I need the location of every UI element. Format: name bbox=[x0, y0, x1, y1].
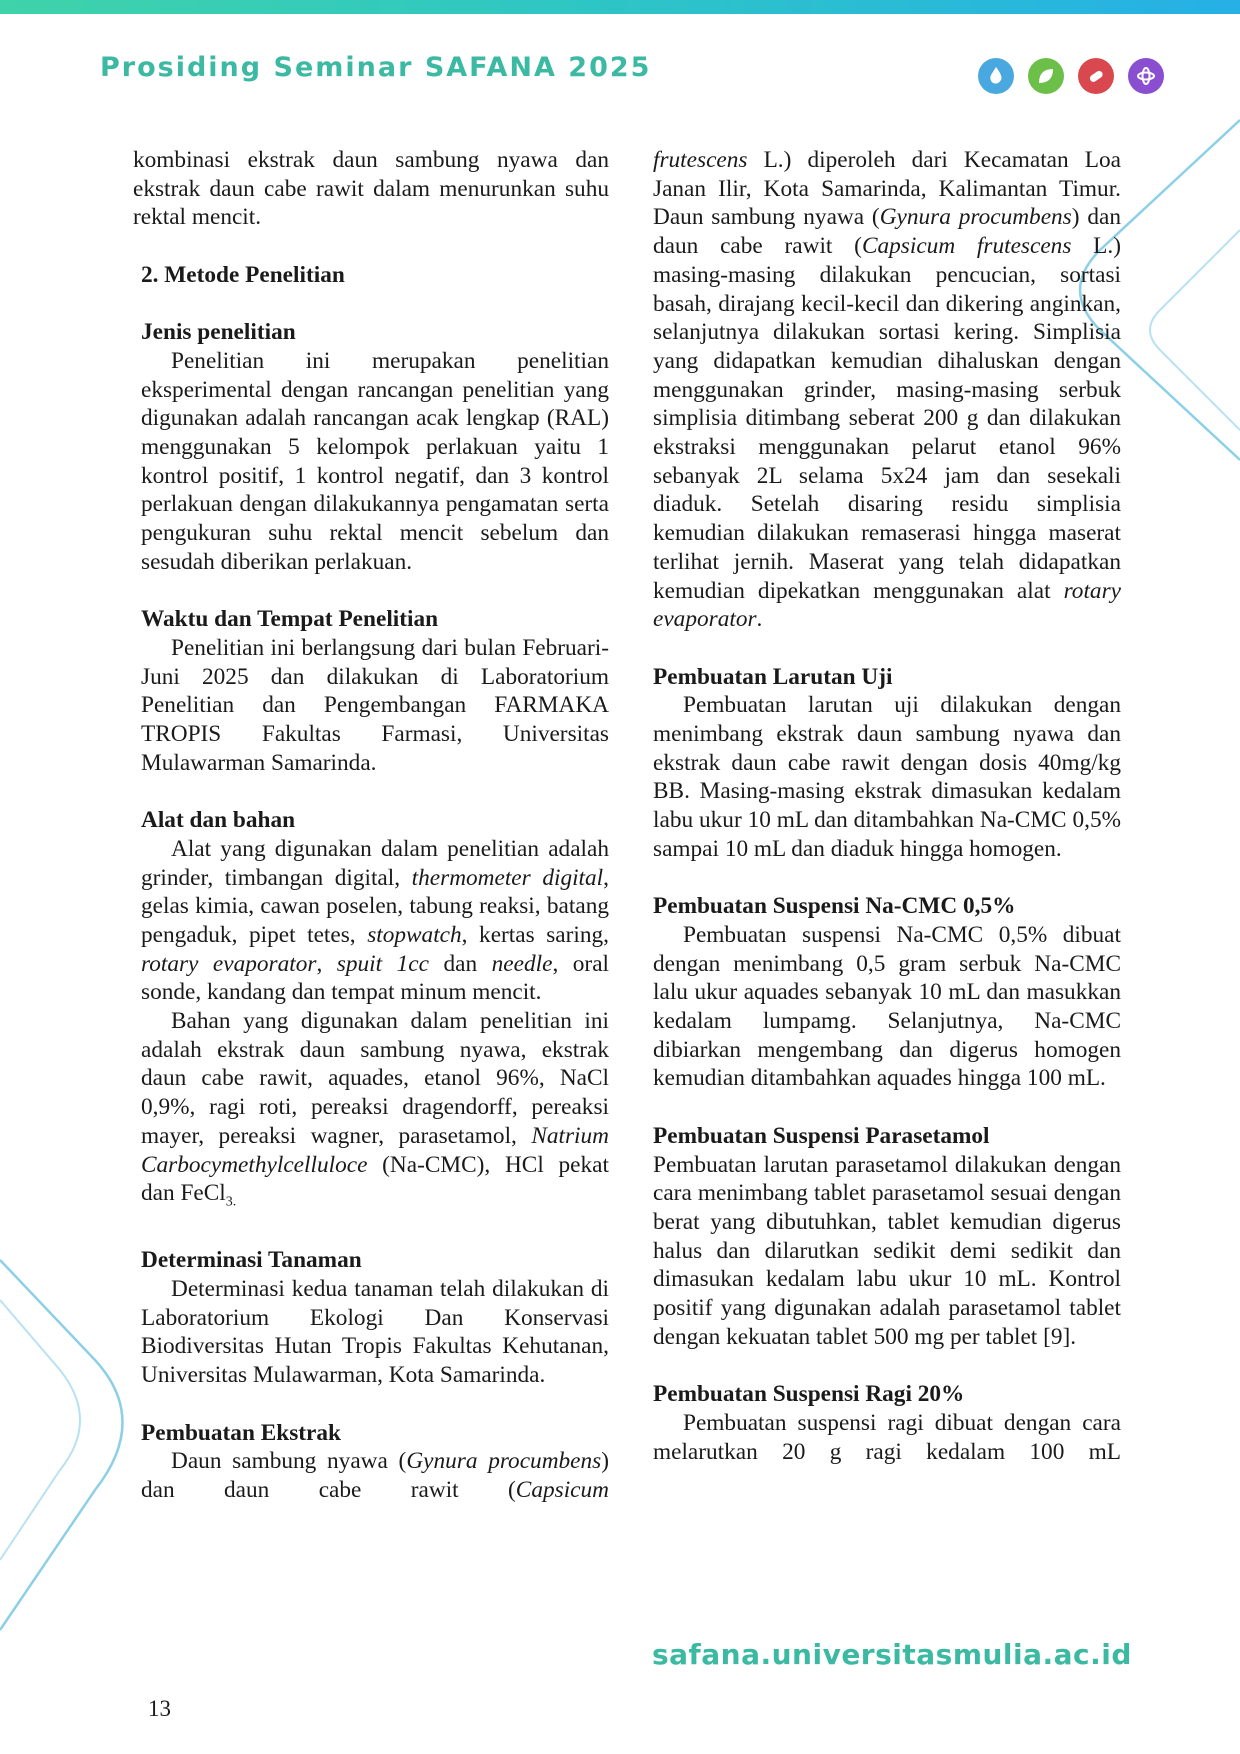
heading-waktu-tempat: Waktu dan Tempat Penelitian bbox=[141, 606, 439, 633]
intro-paragraph: kombinasi ekstrak daun sambung nyawa dan ekstrak daun cabe rawit dalam menurunkan suhu rektal mencit. bbox=[133, 147, 609, 231]
paragraph-bahan: Bahan yang digunakan dalam penelitian ini adalah ekstrak daun sambung nyawa, ekstrak daun cabe rawit, aquades, etanol 96%, NaCl 0,9%, ragi roti, pereaksi dragendorff, pereaksi mayer, pereaksi wagner, parasetamol, Natrium Carbocymethylcelluloce (Na-CMC), HCl pekat dan FeCl$_{3.}$ bbox=[141, 1008, 609, 1210]
paragraph-na-cmc: Pembuatan suspensi Na-CMC 0,5% dibuat dengan menimbang 0,5 gram serbuk Na-CMC lalu ukur aquades sebanyak 10 mL dan masukkan kedalam lumpamg. Selanjutnya, Na-CMC dibiarkan mengembang dan digerus homogen kemudian ditambahkan aquades hingga 100 mL. bbox=[653, 921, 1121, 1092]
heading-determinasi: Determinasi Tanaman bbox=[141, 1247, 362, 1274]
heading-alat-bahan: Alat dan bahan bbox=[141, 807, 296, 834]
page-number: 13 bbox=[148, 1696, 171, 1721]
heading-pembuatan-ekstrak: Pembuatan Ekstrak bbox=[141, 1419, 341, 1446]
footer-website-url: safana.universitasmulia.ac.id bbox=[652, 1638, 1132, 1671]
pill-logo-icon bbox=[1078, 58, 1114, 94]
paragraph-jenis-penelitian: Penelitian ini merupakan penelitian eksperimental dengan rancangan penelitian yang digunakan adalah rancangan acak lengkap (RAL) menggunakan 5 kelompok perlakuan yaitu 1 kontrol positif, 1 kontrol negatif, dan 3 kontrol perlakuan dengan dilakukannya pengamatan serta pengukuran suhu rektal mencit sebelum dan sesudah diberikan perlakuan. bbox=[141, 347, 609, 575]
heading-ragi: Pembuatan Suspensi Ragi 20% bbox=[653, 1381, 965, 1408]
paragraph-alat: Alat yang digunakan dalam penelitian adalah grinder, timbangan digital, thermometer digital, gelas kimia, cawan poselen, tabung reaksi, batang pengaduk, pipet tetes, stopwatch, kertas saring, rotary evaporator, spuit 1cc dan needle, oral sonde, kandang dan tempat minum mencit. bbox=[141, 835, 610, 1006]
water-drop-logo-icon bbox=[978, 58, 1014, 94]
paragraph-ekstrak-continued: frutescens L.) diperoleh dari Kecamatan Loa Janan Ilir, Kota Samarinda, Kalimantan Timur. Daun sambung nyawa (Gynura procumbens) dan daun cabe rawit (Capsicum frutescens L.) masing-masing dilakukan pencucian, sortasi basah, dirajang kecil-kecil dan dikering anginkan, selanjutnya dilakukan sortasi kering. Simplisia yang didapatkan kemudian dihaluskan dengan menggunakan grinder, masing-masing serbuk simplisia ditimbang seberat 200 g dan dilakukan ekstraksi menggunakan pelarut etanol 96% sebanyak 2L selama 5x24 jam dan sesekali diaduk. Setelah disaring residu simplisia kemudian dilakukan remaserasi hingga maserat terlihat jernih. Maserat yang telah didapatkan kemudian dipekatkan menggunakan alat rotary evaporator. bbox=[653, 147, 1121, 633]
paragraph-ragi: Pembuatan suspensi ragi dibuat dengan cara melarutkan 20 g ragi kedalam 100 mL bbox=[653, 1409, 1121, 1465]
heading-na-cmc: Pembuatan Suspensi Na-CMC 0,5% bbox=[653, 893, 1016, 920]
section-heading-metode: 2. Metode Penelitian bbox=[141, 261, 345, 288]
paragraph-ekstrak-start: Daun sambung nyawa (Gynura procumbens) dan daun cabe rawit (Capsicum bbox=[141, 1448, 609, 1503]
leaf-logo-icon bbox=[1028, 58, 1064, 94]
proceedings-title: Prosiding Seminar SAFANA 2025 bbox=[100, 52, 652, 83]
paragraph-waktu-tempat: Penelitian ini berlangsung dari bulan Februari-Juni 2025 dan dilakukan di Laboratorium Penelitian dan Pengembangan FARMAKA TROPIS Fakultas Farmasi, Universitas Mulawarman Samarinda. bbox=[141, 634, 609, 776]
heading-jenis-penelitian: Jenis penelitian bbox=[141, 319, 296, 346]
heading-parasetamol: Pembuatan Suspensi Parasetamol bbox=[653, 1122, 990, 1149]
right-column bbox=[653, 146, 1121, 1466]
atom-logo-icon bbox=[1128, 58, 1164, 94]
sponsor-logos bbox=[978, 58, 1164, 94]
paragraph-larutan-uji: Pembuatan larutan uji dilakukan dengan menimbang ekstrak daun sambung nyawa dan ekstrak daun cabe rawit dengan dosis 40mg/kg BB. Masing-masing ekstrak dimasukan kedalam labu ukur 10 mL dan ditambahkan Na-CMC 0,5% sampai 10 mL dan diaduk hingga homogen. bbox=[653, 692, 1121, 862]
paragraph-determinasi: Determinasi kedua tanaman telah dilakukan di Laboratorium Ekologi Dan Konservasi Biodiversitas Hutan Tropis Fakultas Kehutanan, Universitas Mulawarman, Kota Samarinda. bbox=[141, 1276, 609, 1389]
paragraph-parasetamol: Pembuatan larutan parasetamol dilakukan dengan cara menimbang tablet parasetamol sesuai dengan berat yang dibutuhkan, tablet kemudian digerus halus dan dilarutkan sedikit demi sedikit dan dimasukan kedalam labu ukur 10 mL. Kontrol positif yang digunakan adalah parasetamol tablet dengan kekuatan tablet 500 mg per tablet [9]. bbox=[653, 1151, 1121, 1350]
heading-larutan-uji: Pembuatan Larutan Uji bbox=[653, 663, 893, 690]
left-column bbox=[133, 146, 610, 1505]
